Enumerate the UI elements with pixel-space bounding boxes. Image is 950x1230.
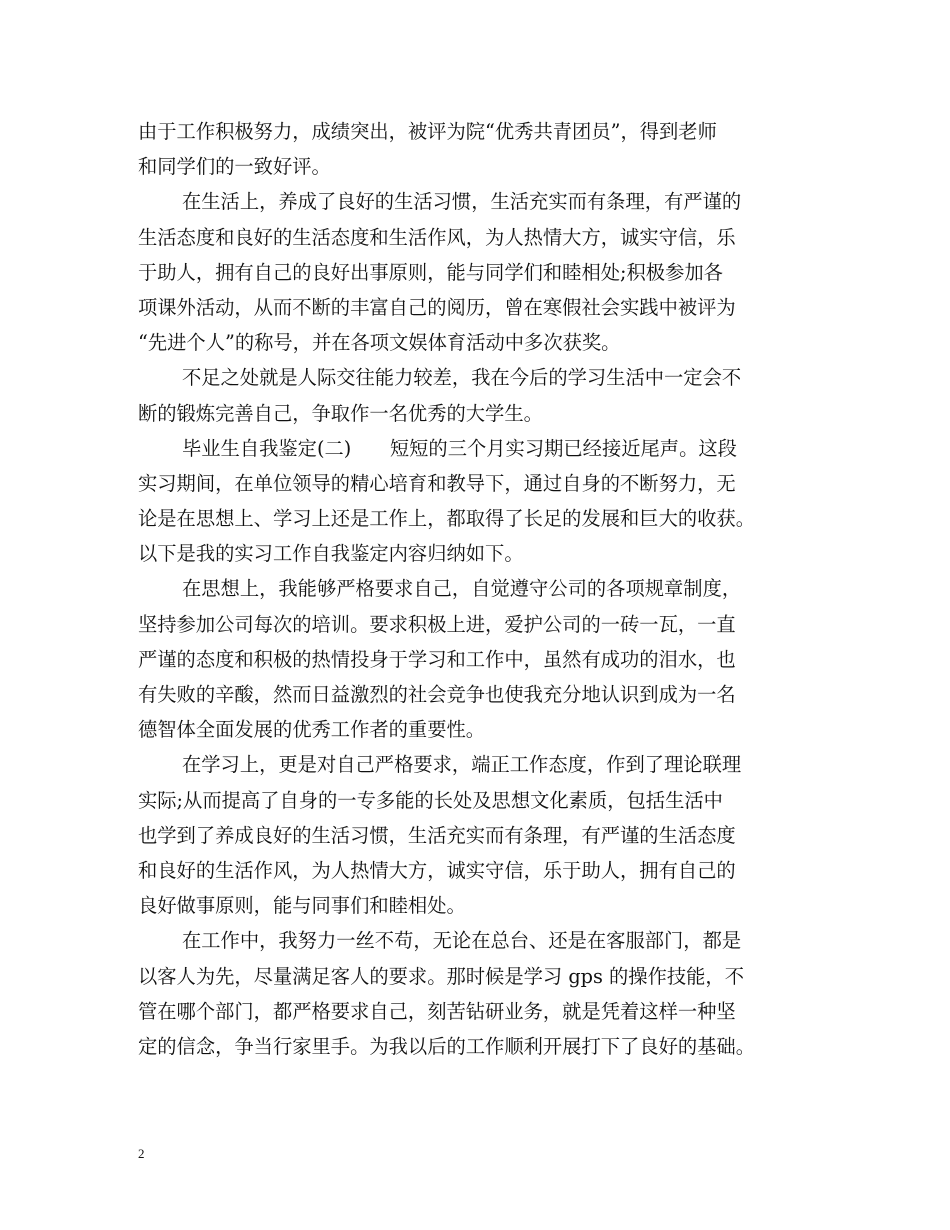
text-line: 和同学们的一致好评。 xyxy=(138,155,331,179)
text-line: 在工作中，我努力一丝不苟，无论在总台、还是在客服部门，都是 xyxy=(182,929,742,953)
text-line: 论是在思想上、学习上还是工作上，都取得了长足的发展和巨大的收获。 xyxy=(138,507,755,531)
text-line: 管在哪个部门，都严格要求自己，刻苦钻研业务，就是凭着这样一种坚 xyxy=(138,999,736,1023)
page-number: 2 xyxy=(138,1146,145,1161)
text-line: 和良好的生活作风，为人热情大方，诚实守信，乐于助人，拥有自己的 xyxy=(138,858,736,882)
text-line: 断的锻炼完善自己，争取作一名优秀的大学生。 xyxy=(138,401,543,425)
text-line: 于助人，拥有自己的良好出事原则，能与同学们和睦相处;积极参加各 xyxy=(138,260,723,284)
text-line: 以下是我的实习工作自我鉴定内容归纳如下。 xyxy=(138,542,524,566)
text-line: 坚持参加公司每次的培训。要求积极上进，爱护公司的一砖一瓦，一直 xyxy=(138,612,736,636)
text-line: “先进个人”的称号，并在各项文娱体育活动中多次获奖。 xyxy=(138,331,621,355)
text-line: 良好做事原则，能与同事们和睦相处。 xyxy=(138,894,466,918)
text-line: 毕业生自我鉴定(二) 短短的三个月实习期已经接近尾声。这段 xyxy=(182,436,737,460)
text-line: 在生活上，养成了良好的生活习惯，生活充实而有条理，有严谨的 xyxy=(182,190,742,214)
text-line: 项课外活动，从而不断的丰富自己的阅历，曾在寒假社会实践中被评为 xyxy=(138,295,736,319)
text-line: 实际;从而提高了自身的一专多能的长处及思想文化素质，包括生活中 xyxy=(138,788,723,812)
text-line: 定的信念，争当行家里手。为我以后的工作顺利开展打下了良好的基础。 xyxy=(138,1034,755,1058)
text-line: 在思想上，我能够严格要求自己，自觉遵守公司的各项规章制度， xyxy=(182,577,742,601)
text-line: 也学到了养成良好的生活习惯，生活充实而有条理，有严谨的生活态度 xyxy=(138,823,736,847)
text-line: 由于工作积极努力，成绩突出，被评为院“优秀共青团员”，得到老师 xyxy=(138,120,717,143)
text-line: 德智体全面发展的优秀工作者的重要性。 xyxy=(138,718,486,742)
text-line: 以客人为先，尽量满足客人的要求。那时候是学习 gps 的操作技能，不 xyxy=(138,964,744,988)
text-line: 生活态度和良好的生活态度和生活作风，为人热情大方，诚实守信，乐 xyxy=(138,225,736,249)
text-line: 在学习上，更是对自己严格要求，端正工作态度，作到了理论联理 xyxy=(182,753,742,777)
text-line: 实习期间，在单位领导的精心培育和教导下，通过自身的不断努力，无 xyxy=(138,471,736,495)
text-line: 严谨的态度和积极的热情投身于学习和工作中，虽然有成功的泪水，也 xyxy=(138,647,736,671)
text-line: 不足之处就是人际交往能力较差，我在今后的学习生活中一定会不 xyxy=(182,366,742,390)
document-body xyxy=(138,114,828,1064)
text-line: 有失败的辛酸，然而日益激烈的社会竞争也使我充分地认识到成为一名 xyxy=(138,683,736,706)
